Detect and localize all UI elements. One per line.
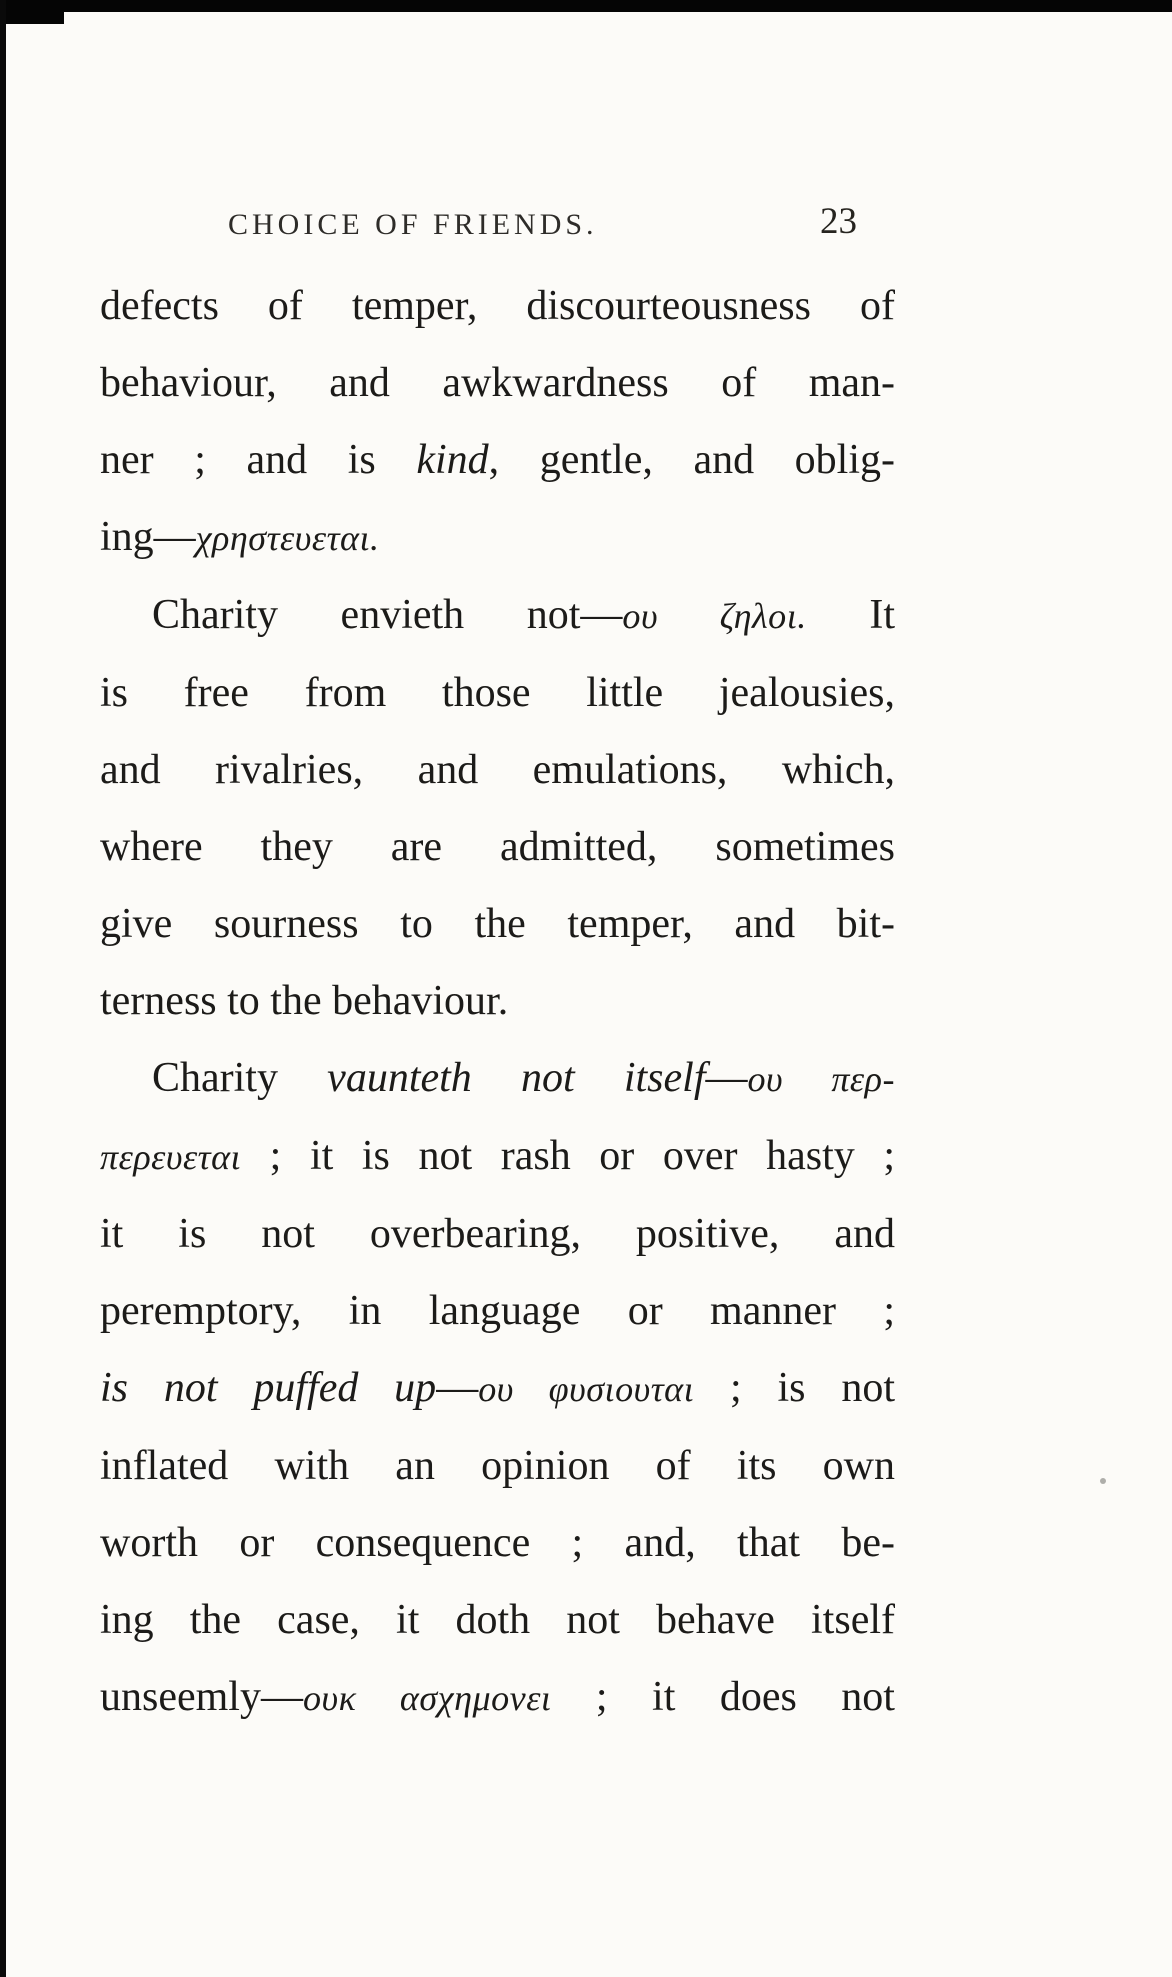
- text-line: [100, 577, 895, 655]
- paragraph: [100, 268, 895, 577]
- text-segment: peremptory, in language or manner ;: [100, 1288, 895, 1334]
- scan-edge-top: [0, 0, 1172, 12]
- greek-text: ου φυσιουται: [478, 1369, 695, 1409]
- text-line: [100, 1118, 895, 1196]
- paragraph: [100, 1040, 895, 1737]
- text-segment: give sourness to the temper, and bit-: [100, 901, 895, 947]
- text-line: [100, 732, 895, 809]
- text-line: [100, 886, 895, 963]
- text-line: [100, 1350, 895, 1428]
- page-text: [100, 268, 895, 1737]
- paragraph: [100, 577, 895, 1040]
- text-segment: and rivalries, and emulations, which,: [100, 747, 895, 793]
- running-head: [100, 200, 895, 252]
- text-line: [100, 499, 895, 577]
- page-number: 23: [820, 201, 857, 242]
- text-line: [100, 655, 895, 732]
- text-segment: It: [806, 592, 896, 638]
- scan-artifact-dot: [1100, 1478, 1106, 1484]
- text-line: [100, 1428, 895, 1505]
- text-segment: ; it is not rash or over hasty ;: [241, 1133, 895, 1179]
- text-line: [100, 345, 895, 422]
- greek-text: ου περ-: [747, 1059, 895, 1099]
- text-line: [100, 268, 895, 345]
- text-segment: Charity: [152, 1055, 328, 1101]
- text-segment: is free from those little jealousies,: [100, 670, 895, 716]
- text-segment: —: [436, 1365, 479, 1411]
- text-line: [100, 1273, 895, 1350]
- text-line: [100, 809, 895, 886]
- text-line: [100, 1196, 895, 1273]
- text-line: [100, 422, 895, 499]
- text-segment: behaviour, and awkwardness of man-: [100, 360, 895, 406]
- text-line: [100, 1582, 895, 1659]
- text-segment: defects of temper, discourteousness of: [100, 283, 895, 329]
- text-line: [100, 963, 895, 1040]
- text-segment: Charity envieth not—: [152, 592, 623, 638]
- text-line: [100, 1040, 895, 1118]
- text-segment: ; it does not: [551, 1674, 895, 1720]
- greek-text: χρηστευεται.: [195, 518, 380, 558]
- greek-text: ου ζηλοι.: [622, 596, 807, 636]
- greek-text: ουκ ασχημονει: [302, 1678, 552, 1718]
- text-segment: it is not overbearing, positive, and: [100, 1211, 895, 1257]
- text-segment: vaunteth not itself: [327, 1055, 706, 1101]
- text-segment: ner ; and is: [100, 437, 417, 483]
- text-segment: ing the case, it doth not behave itself: [100, 1597, 895, 1643]
- greek-text: περευεται: [100, 1137, 242, 1177]
- text-segment: ; is not: [694, 1365, 895, 1411]
- text-segment: ing—: [100, 514, 196, 560]
- text-segment: terness to the behaviour.: [100, 978, 509, 1024]
- running-title: CHOICE OF FRIENDS.: [228, 208, 598, 241]
- text-segment: worth or consequence ; and, that be-: [100, 1520, 895, 1566]
- scan-edge-left: [0, 0, 6, 1977]
- text-segment: , gentle, and oblig-: [488, 437, 896, 483]
- text-segment: is not puffed up: [100, 1365, 437, 1411]
- text-segment: where they are admitted, sometimes: [100, 824, 895, 870]
- text-segment: unseemly—: [100, 1674, 303, 1720]
- text-line: [100, 1659, 895, 1737]
- text-line: [100, 1505, 895, 1582]
- text-segment: —: [705, 1055, 748, 1101]
- text-segment: kind: [416, 437, 489, 483]
- scan-edge-corner: [0, 0, 64, 24]
- text-segment: inflated with an opinion of its own: [100, 1443, 895, 1489]
